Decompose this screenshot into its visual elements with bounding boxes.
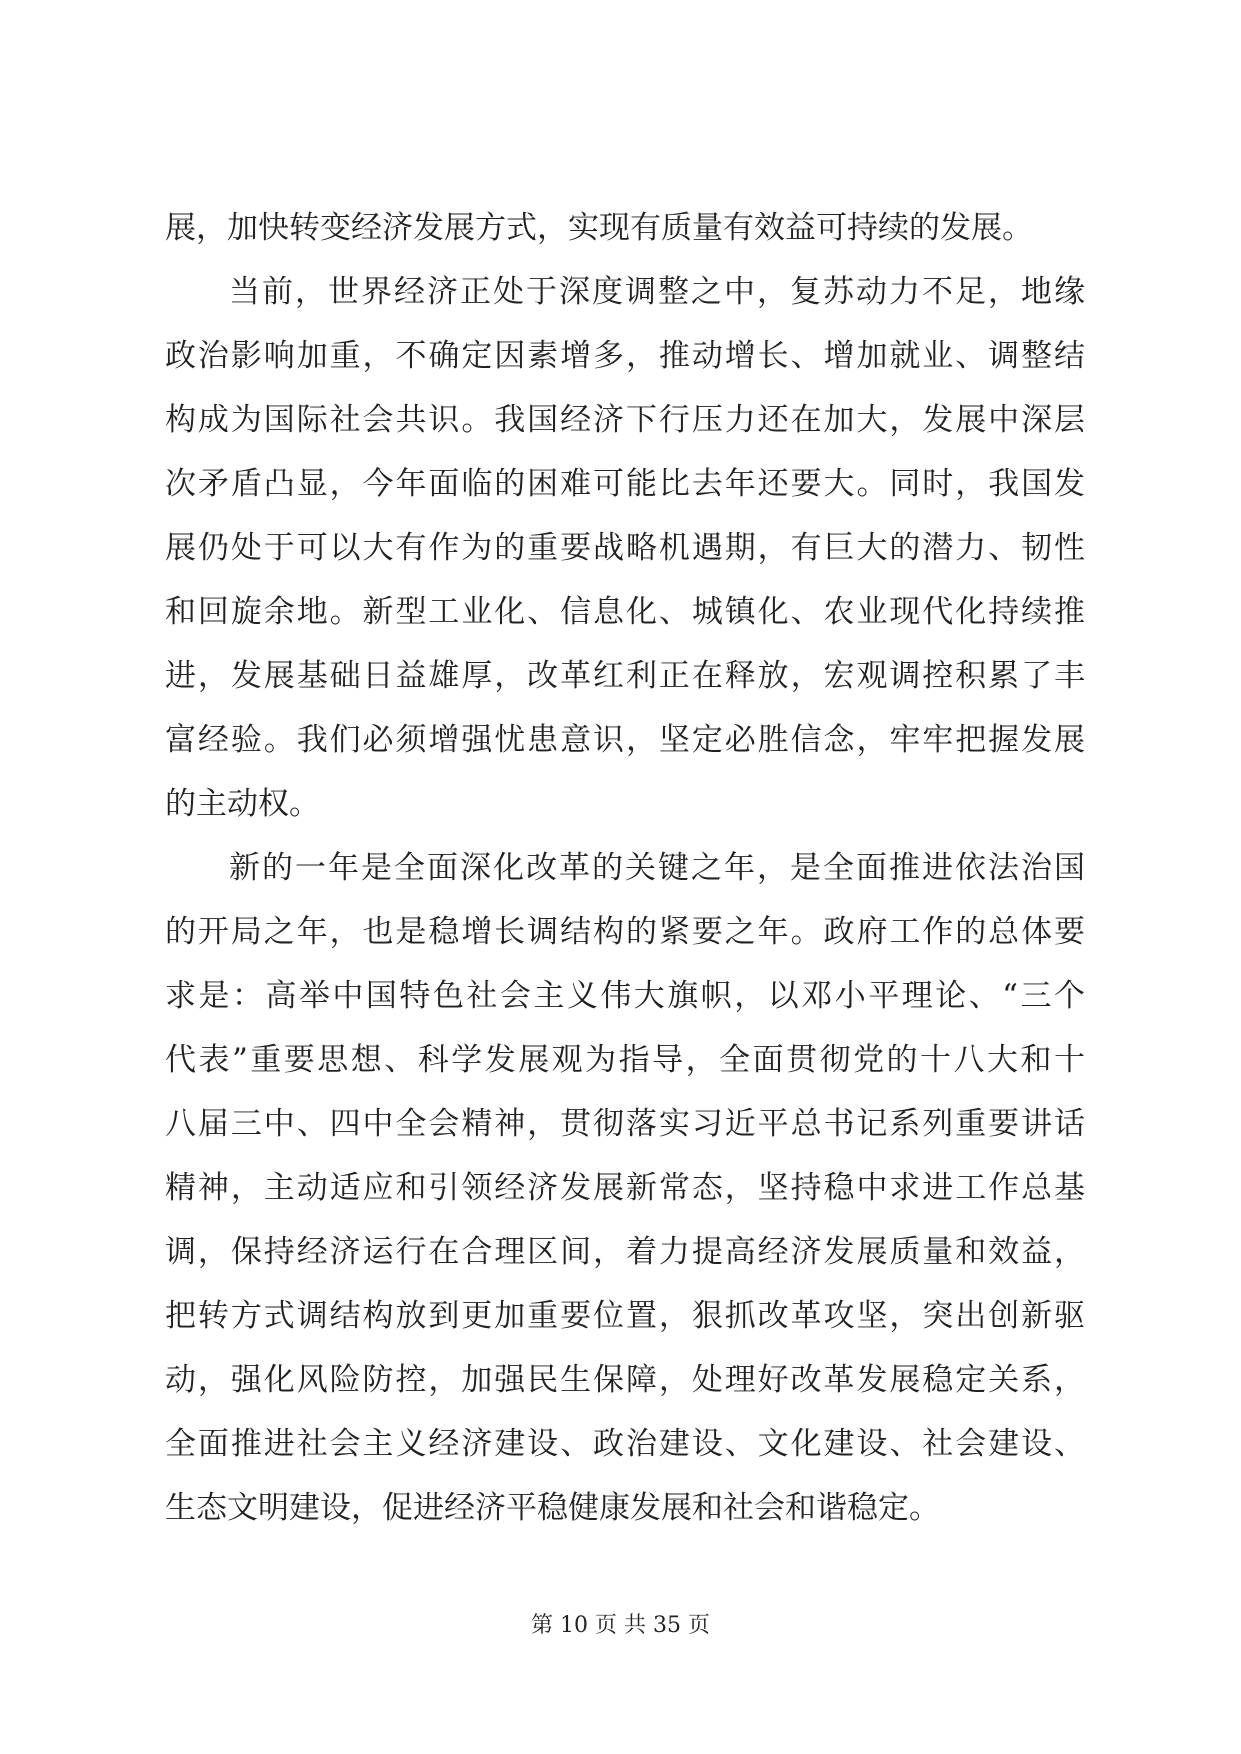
text-line: 的开局之年，也是稳增长调结构的紧要之年。政府工作的总体要 [165, 914, 1085, 950]
text-line: 构成为国际社会共识。我国经济下行压力还在加大，发展中深层 [165, 402, 1085, 438]
text-line: 次矛盾凸显，今年面临的困难可能比去年还要大。同时，我国发 [165, 466, 1085, 502]
text-line: 求是：高举中国特色社会主义伟大旗帜，以邓小平理论、“三个 [165, 978, 1085, 1014]
text-line: 调，保持经济运行在合理区间，着力提高经济发展质量和效益， [165, 1234, 1085, 1270]
text-line: 展仍处于可以大有作为的重要战略机遇期，有巨大的潜力、韧性 [165, 530, 1085, 566]
text-line: 进，发展基础日益雄厚，改革红利正在释放，宏观调控积累了丰 [165, 658, 1085, 694]
text-line: 代表”重要思想、科学发展观为指导，全面贯彻党的十八大和十 [165, 1042, 1085, 1078]
paragraph-first-line: 新的一年是全面深化改革的关键之年，是全面推进依法治国 [229, 850, 1085, 886]
text-line: 的主动权。 [165, 786, 320, 822]
text-line: 精神，主动适应和引领经济发展新常态，坚持稳中求进工作总基 [165, 1170, 1085, 1206]
text-line: 和回旋余地。新型工业化、信息化、城镇化、农业现代化持续推 [165, 594, 1085, 630]
page-number-footer: 第 10 页 共 35 页 [531, 1613, 710, 1638]
paragraph-first-line: 当前，世界经济正处于深度调整之中，复苏动力不足，地缘 [229, 274, 1085, 310]
text-line: 全面推进社会主义经济建设、政治建设、文化建设、社会建设、 [165, 1426, 1085, 1462]
text-line: 生态文明建设，促进经济平稳健康发展和社会和谐稳定。 [165, 1490, 940, 1526]
text-line: 八届三中、四中全会精神，贯彻落实习近平总书记系列重要讲话 [165, 1106, 1085, 1142]
document-body [165, 196, 1085, 1540]
text-line: 富经验。我们必须增强忧患意识，坚定必胜信念，牢牢把握发展 [165, 722, 1085, 758]
text-line: 动，强化风险防控，加强民生保障，处理好改革发展稳定关系， [165, 1362, 1085, 1398]
text-line: 展，加快转变经济发展方式，实现有质量有效益可持续的发展。 [165, 210, 1033, 246]
text-line: 把转方式调结构放到更加重要位置，狠抓改革攻坚，突出创新驱 [165, 1298, 1085, 1334]
text-line: 政治影响加重，不确定因素增多，推动增长、增加就业、调整结 [165, 338, 1085, 374]
